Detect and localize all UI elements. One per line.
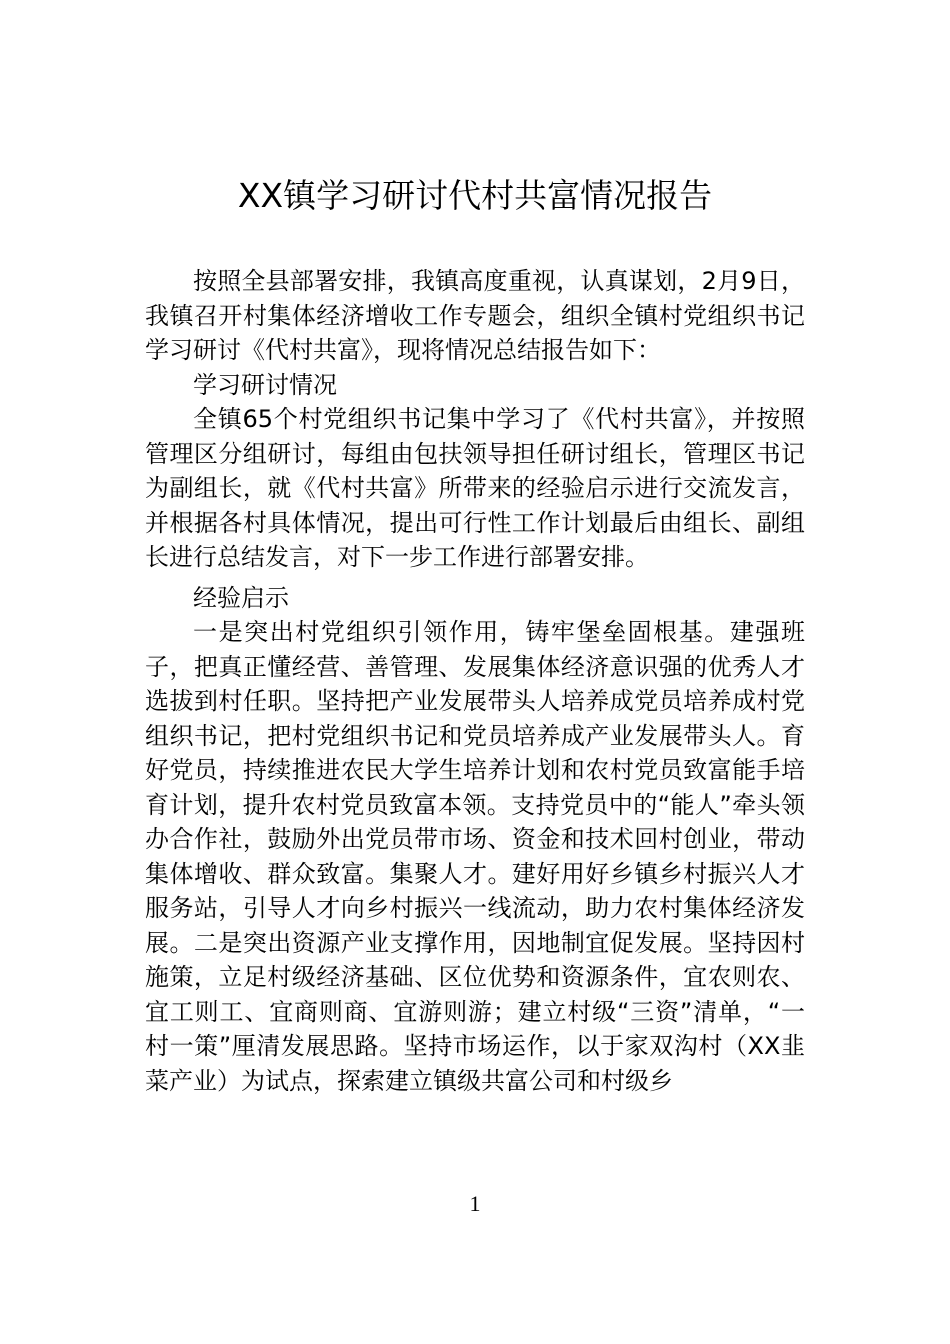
document-title: XX镇学习研讨代村共富情况报告 xyxy=(237,176,713,215)
document-body xyxy=(145,264,805,1098)
page-number: 1 xyxy=(469,1191,481,1216)
intro-paragraph: 按照全县部署安排，我镇高度重视，认真谋划，2月9日，我镇召开村集体经济增收工作专题会，组织全镇村党组织书记学习研讨《代村共富》，现将情况总结报告如下： xyxy=(145,267,805,364)
section-heading-study: 学习研讨情况 xyxy=(193,370,337,399)
section-heading-experience: 经验启示 xyxy=(193,583,289,612)
study-paragraph: 全镇65个村党组织书记集中学习了《代村共富》，并按照管理区分组研讨，每组由包扶领导担任研讨组长，管理区书记为副组长，就《代村共富》所带来的经验启示进行交流发言，并根据各村具体情况，提出可行性工作计划最后由组长、副组长进行总结发言，对下一步工作进行部署安排。 xyxy=(145,405,805,571)
experience-paragraph: 一是突出村党组织引领作用，铸牢堡垒固根基。建强班子，把真正懂经营、善管理、发展集体经济意识强的优秀人才选拔到村任职。坚持把产业发展带头人培养成党员培养成村党组织书记，把村党组织书记和党员培养成产业发展带头人。育好党员，持续推进农民大学生培养计划和农村党员致富能手培育计划，提升农村党员致富本领。支持党员中的“能人”牵头领办合作社，鼓励外出党员带市场、资金和技术回村创业，带动集体增收、群众致富。集聚人才。建好用好乡镇乡村振兴人才服务站，引导人才向乡村振兴一线流动，助力农村集体经济发展。二是突出资源产业支撑作用，因地制宜促发展。坚持因村施策，立足村级经济基础、区位优势和资源条件，宜农则农、宜工则工、宜商则商、宜游则游；建立村级“三资”清单，“一村一策”厘清发展思路。坚持市场运作，以于家双沟村（XX韭菜产业）为试点，探索建立镇级共富公司和村级乡 xyxy=(145,618,805,1095)
